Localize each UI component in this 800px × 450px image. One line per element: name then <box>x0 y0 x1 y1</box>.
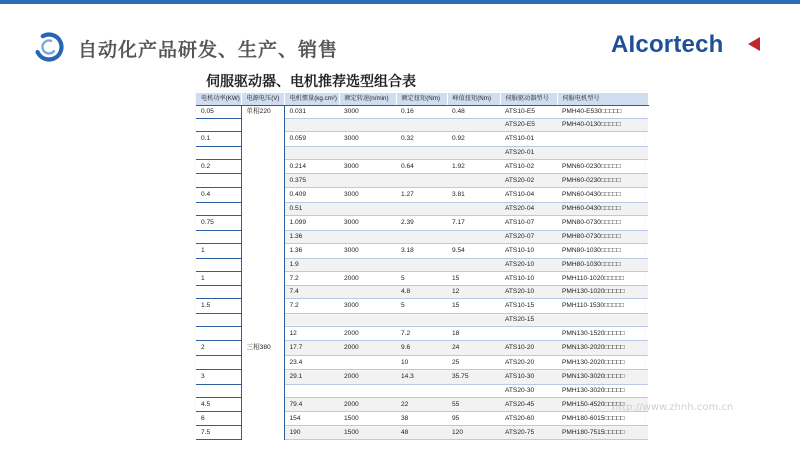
table-cell: 0.409 <box>284 188 339 203</box>
table-cell <box>447 147 500 160</box>
table-cell <box>241 160 284 174</box>
table-cell <box>241 370 284 385</box>
table-row <box>196 147 648 160</box>
table-cell <box>241 119 284 132</box>
table-cell: ATS20-E5 <box>500 119 557 132</box>
table-cell: 1.9 <box>284 259 339 272</box>
table-cell: 3 <box>196 370 241 385</box>
table-cell: 17.7 <box>284 341 339 356</box>
table-cell <box>196 119 241 132</box>
table-cell: ATS10-30 <box>500 370 557 385</box>
table-cell: 3.81 <box>447 188 500 203</box>
table-cell <box>241 412 284 426</box>
table-cell: 79.4 <box>284 398 339 412</box>
table-cell <box>396 174 447 188</box>
table-cell <box>339 314 396 327</box>
table-cell: PMH130-1020□□□□□ <box>557 286 648 299</box>
table-row <box>196 314 648 327</box>
table-cell: 6 <box>196 412 241 426</box>
column-header: 额定扭矩(Nm) <box>396 93 447 106</box>
table-cell <box>196 385 241 398</box>
table-cell: PMH180-7515□□□□□ <box>557 426 648 440</box>
table-row <box>196 160 648 174</box>
table-cell <box>241 174 284 188</box>
table-cell <box>284 147 339 160</box>
table-cell: 1 <box>196 244 241 259</box>
table-row <box>196 412 648 426</box>
table-cell: 4.8 <box>396 286 447 299</box>
table-cell: 5 <box>396 272 447 286</box>
table-cell: PMH80-0730□□□□□ <box>557 231 648 244</box>
table-cell: PMH60-0430□□□□□ <box>557 203 648 216</box>
table-cell: ATS10-01 <box>500 132 557 147</box>
table-cell: 15 <box>447 272 500 286</box>
table-cell: ATS20-04 <box>500 203 557 216</box>
table-cell <box>447 231 500 244</box>
table-cell <box>339 174 396 188</box>
table-cell: 1.36 <box>284 244 339 259</box>
table-cell: 7.5 <box>196 426 241 440</box>
table-cell: 7.2 <box>284 299 339 314</box>
table-title: 伺服驱动器、电机推荐选型组合表 <box>206 74 416 90</box>
table-cell: 154 <box>284 412 339 426</box>
slide-title: 自动化产品研发、生产、销售 <box>78 39 339 61</box>
table-cell: 2000 <box>339 398 396 412</box>
table-row <box>196 174 648 188</box>
table-cell <box>557 132 648 147</box>
table-cell <box>339 147 396 160</box>
column-header: 电机功率(KW) <box>196 93 241 106</box>
table-cell: ATS20-01 <box>500 147 557 160</box>
table-cell: 7.4 <box>284 286 339 299</box>
table-cell: PMH150-4520□□□□□ <box>557 398 648 412</box>
column-header: 电源电压(V) <box>241 93 284 106</box>
table-cell <box>339 286 396 299</box>
table-cell: 120 <box>447 426 500 440</box>
table-cell: ATS20-45 <box>500 398 557 412</box>
table-cell: 23.4 <box>284 356 339 370</box>
table-cell <box>447 385 500 398</box>
table-cell <box>196 314 241 327</box>
table-cell: 4.5 <box>196 398 241 412</box>
table-cell: 95 <box>447 412 500 426</box>
table-cell <box>557 314 648 327</box>
table-cell: PMH40-0130□□□□□ <box>557 119 648 132</box>
table-cell: ATS10-10 <box>500 244 557 259</box>
table-cell <box>396 203 447 216</box>
table-row <box>196 203 648 216</box>
table-cell: 0.214 <box>284 160 339 174</box>
table-cell: ATS10-07 <box>500 216 557 231</box>
brand-logo: AIcortech <box>611 31 724 58</box>
table-cell: 3.18 <box>396 244 447 259</box>
table-cell: PMN130-2020□□□□□ <box>557 341 648 356</box>
table-cell <box>284 119 339 132</box>
table-cell: 18 <box>447 327 500 341</box>
table-cell: 0.375 <box>284 174 339 188</box>
table-cell <box>241 286 284 299</box>
table-cell <box>447 174 500 188</box>
table-row <box>196 327 648 341</box>
table-cell: 1.36 <box>284 231 339 244</box>
table-cell <box>196 231 241 244</box>
table-cell <box>396 119 447 132</box>
table-cell <box>447 119 500 132</box>
table-cell: 3000 <box>339 244 396 259</box>
table-cell <box>196 327 241 341</box>
table-row <box>196 119 648 132</box>
column-header: 电机惯量(kg.cm²) <box>284 93 339 106</box>
table-cell: PMN80-1030□□□□□ <box>557 244 648 259</box>
table-cell: 7.17 <box>447 216 500 231</box>
table-cell: 2.39 <box>396 216 447 231</box>
table-cell: ATS10-04 <box>500 188 557 203</box>
table-cell: ATS10-E5 <box>500 106 557 119</box>
table-cell: PMN60-0430□□□□□ <box>557 188 648 203</box>
selection-table <box>196 93 649 440</box>
table-cell: ATS20-60 <box>500 412 557 426</box>
table-cell: 0.64 <box>396 160 447 174</box>
table-cell <box>396 231 447 244</box>
table-cell: 25 <box>447 356 500 370</box>
table-cell: 单相220 <box>241 106 284 119</box>
table-cell: 35.75 <box>447 370 500 385</box>
table-cell: 0.75 <box>196 216 241 231</box>
top-accent-bar <box>0 0 800 4</box>
table-cell <box>241 244 284 259</box>
table-cell: 12 <box>284 327 339 341</box>
table-cell: 0.16 <box>396 106 447 119</box>
column-header: 伺服驱动器型号 <box>500 93 557 106</box>
table-cell <box>241 203 284 216</box>
table-cell: ATS10-10 <box>500 272 557 286</box>
table-cell <box>339 203 396 216</box>
table-cell <box>196 147 241 160</box>
table-cell: 1.92 <box>447 160 500 174</box>
table-cell <box>196 259 241 272</box>
table-cell: 1.5 <box>196 299 241 314</box>
table-row <box>196 216 648 231</box>
table-cell: 5 <box>396 299 447 314</box>
company-ring-icon <box>33 31 65 63</box>
table-cell: 0.92 <box>447 132 500 147</box>
table-cell: PMH130-2020□□□□□ <box>557 356 648 370</box>
table-cell: 0.05 <box>196 106 241 119</box>
table-cell <box>241 259 284 272</box>
table-cell: 48 <box>396 426 447 440</box>
table-cell: 三相380 <box>241 341 284 356</box>
table-cell: PMH110-1020□□□□□ <box>557 272 648 286</box>
table-cell: 0.51 <box>284 203 339 216</box>
table-cell <box>396 259 447 272</box>
table-cell: 29.1 <box>284 370 339 385</box>
table-cell: 0.1 <box>196 132 241 147</box>
table-cell: ATS20-75 <box>500 426 557 440</box>
table-cell: PMN130-3020□□□□□ <box>557 370 648 385</box>
table-cell: 10 <box>396 356 447 370</box>
table-cell: PMH60-0230□□□□□ <box>557 174 648 188</box>
table-cell <box>241 147 284 160</box>
table-cell: 2000 <box>339 272 396 286</box>
table-cell <box>396 385 447 398</box>
table-row <box>196 385 648 398</box>
table-cell <box>196 174 241 188</box>
table-row <box>196 272 648 286</box>
table-cell <box>241 272 284 286</box>
table-cell <box>339 385 396 398</box>
table-cell: 3000 <box>339 160 396 174</box>
table-cell <box>241 231 284 244</box>
table-cell: 3000 <box>339 188 396 203</box>
table-row <box>196 106 648 119</box>
table-cell: ATS20-30 <box>500 385 557 398</box>
table-cell: ATS20-10 <box>500 286 557 299</box>
table-cell <box>241 314 284 327</box>
table-cell: ATS20-07 <box>500 231 557 244</box>
table-cell: 190 <box>284 426 339 440</box>
table-cell: 2 <box>196 341 241 356</box>
table-cell <box>284 385 339 398</box>
table-cell: 15 <box>447 299 500 314</box>
column-header: 峰值扭矩(Nm) <box>447 93 500 106</box>
table-cell: ATS10-02 <box>500 160 557 174</box>
table-cell <box>447 203 500 216</box>
table-cell: 3000 <box>339 106 396 119</box>
table-row <box>196 188 648 203</box>
table-cell <box>196 356 241 370</box>
table-cell: 2000 <box>339 341 396 356</box>
table-row <box>196 244 648 259</box>
table-row <box>196 231 648 244</box>
table-cell: ATS20-15 <box>500 314 557 327</box>
table-cell <box>396 147 447 160</box>
column-header: 额定转速(n/min) <box>339 93 396 106</box>
table-row <box>196 132 648 147</box>
table-cell: 1 <box>196 272 241 286</box>
watermark-url: http://www.zhnh.com.cn <box>612 402 734 413</box>
table-cell: 7.2 <box>284 272 339 286</box>
table-cell <box>196 286 241 299</box>
table-row <box>196 426 648 440</box>
table-row <box>196 356 648 370</box>
table-cell: 0.48 <box>447 106 500 119</box>
table-row <box>196 370 648 385</box>
table-cell: 0.2 <box>196 160 241 174</box>
table-cell: 0.059 <box>284 132 339 147</box>
table-cell: PMN60-0230□□□□□ <box>557 160 648 174</box>
table-cell: 22 <box>396 398 447 412</box>
table-cell: ATS20-20 <box>500 356 557 370</box>
table-cell: 2000 <box>339 327 396 341</box>
table-cell: 1.099 <box>284 216 339 231</box>
table-cell: 9.6 <box>396 341 447 356</box>
table-cell <box>241 426 284 440</box>
table-cell: ATS20-02 <box>500 174 557 188</box>
table-cell: PMN80-0730□□□□□ <box>557 216 648 231</box>
table-cell: 38 <box>396 412 447 426</box>
table-cell: PMH40-E530□□□□□ <box>557 106 648 119</box>
table-cell <box>241 299 284 314</box>
table-cell <box>241 327 284 341</box>
table-cell <box>241 188 284 203</box>
table-cell: 0.031 <box>284 106 339 119</box>
table-cell <box>241 385 284 398</box>
table-cell <box>284 314 339 327</box>
table-cell <box>241 132 284 147</box>
table-row <box>196 341 648 356</box>
table-cell <box>196 203 241 216</box>
table-cell: 7.2 <box>396 327 447 341</box>
table-cell: PMH130-3020□□□□□ <box>557 385 648 398</box>
table-cell: 3000 <box>339 299 396 314</box>
table-cell <box>447 314 500 327</box>
table-cell: 55 <box>447 398 500 412</box>
table-cell: PMN130-1520□□□□□ <box>557 327 648 341</box>
table-cell: ATS10-15 <box>500 299 557 314</box>
table-cell: 1.27 <box>396 188 447 203</box>
table-cell: 24 <box>447 341 500 356</box>
table-cell <box>339 231 396 244</box>
table-cell: PMH110-1530□□□□□ <box>557 299 648 314</box>
table-cell: 9.54 <box>447 244 500 259</box>
table-cell <box>241 398 284 412</box>
brand-arrow-icon <box>748 37 760 51</box>
table-cell: ATS10-20 <box>500 341 557 356</box>
table-row <box>196 299 648 314</box>
table-cell: 14.3 <box>396 370 447 385</box>
table-cell <box>339 119 396 132</box>
table-cell: ATS20-10 <box>500 259 557 272</box>
table-cell <box>241 216 284 231</box>
table-cell: PMH80-1030□□□□□ <box>557 259 648 272</box>
table-cell <box>396 314 447 327</box>
table-cell: 3000 <box>339 216 396 231</box>
table-cell <box>447 259 500 272</box>
table-cell <box>241 356 284 370</box>
table-row <box>196 286 648 299</box>
table-row <box>196 398 648 412</box>
table-cell: 1500 <box>339 412 396 426</box>
table-cell: PMH180-6015□□□□□ <box>557 412 648 426</box>
table-cell: 1500 <box>339 426 396 440</box>
table-cell: 2000 <box>339 370 396 385</box>
column-header: 伺服电机型号 <box>557 93 648 106</box>
table-cell: 12 <box>447 286 500 299</box>
table-cell <box>339 259 396 272</box>
table-cell: 0.32 <box>396 132 447 147</box>
table-cell <box>339 356 396 370</box>
table-cell: 3000 <box>339 132 396 147</box>
table-header-row <box>196 93 648 106</box>
table-cell <box>500 327 557 341</box>
table-row <box>196 259 648 272</box>
table-cell <box>557 147 648 160</box>
table-body <box>196 106 648 440</box>
table-cell: 0.4 <box>196 188 241 203</box>
